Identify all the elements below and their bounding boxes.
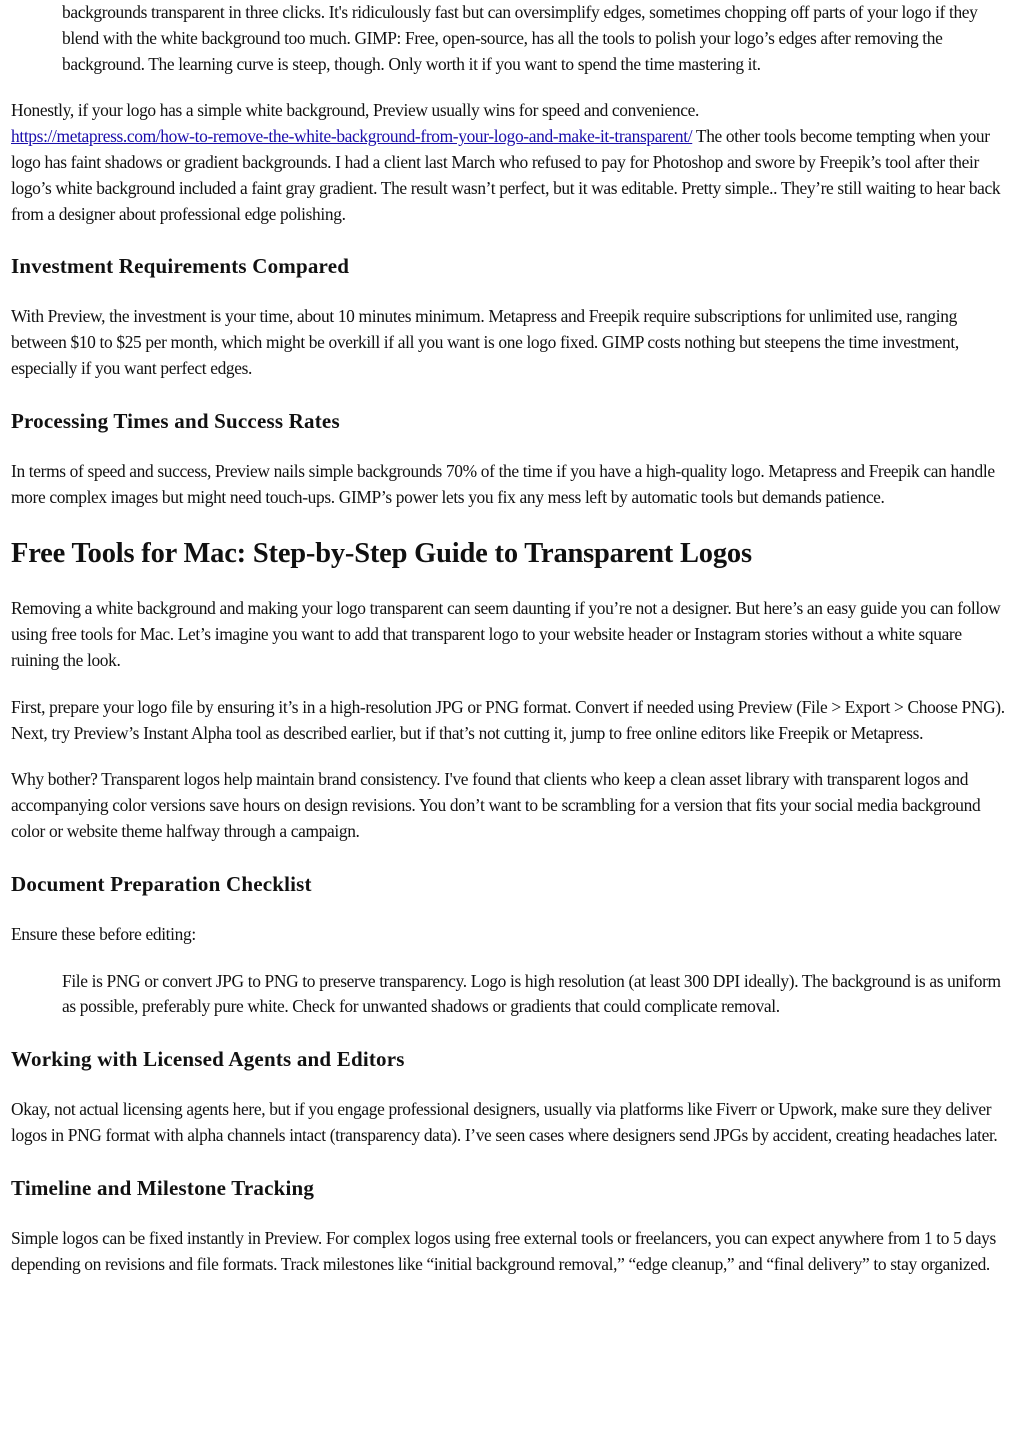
why-paragraph: Why bother? Transparent logos help maintain brand consistency. I've found that clients who keep a clean asset library with transparent logos and accompanying color versions save hours on design revisions. You don’t want to be scrambling for a version that fits your social media background color or website theme halfway through a campaign. <box>11 769 981 841</box>
heading-checklist: Document Preparation Checklist <box>11 871 312 896</box>
heading-free-tools: Free Tools for Mac: Step-by-Step Guide to Transparent Logos <box>11 538 752 570</box>
metapress-link[interactable]: https://metapress.com/how-to-remove-the-white-background-from-your-logo-and-make-it-transparent/ <box>11 126 693 147</box>
removing-paragraph: Removing a white background and making your logo transparent can seem daunting if you’re not a designer. But here’s an easy guide you can follow using free tools for Mac. Let’s imagine you want to add that transparent logo to your website header or Instagram stories without a white square ruining the look. <box>11 598 1001 670</box>
processing-paragraph: In terms of speed and success, Preview nails simple backgrounds 70% of the time if you have a high-quality logo. Metapress and Freepik can handle more complex images but might need touch-ups. GIMP’s power lets you fix any mess left by automatic tools but demands patience. <box>11 460 995 507</box>
checklist-items: File is PNG or convert JPG to PNG to preserve transparency. Logo is high resolution (at least 300 DPI ideally). The background is as uniform as possible, preferably pure white. Check for unwanted shadows or gradients that could complicate removal. <box>62 970 1001 1017</box>
honestly-paragraph <box>11 98 1013 227</box>
heading-processing: Processing Times and Success Rates <box>11 408 340 433</box>
agents-paragraph: Okay, not actual licensing agents here, but if you engage professional designers, usually via platforms like Fiverr or Upwork, make sure they deliver logos in PNG format with alpha channels intact (transparency data). I’ve seen cases where designers send JPGs by accident, creating headaches later. <box>11 1099 998 1145</box>
heading-timeline: Timeline and Milestone Tracking <box>11 1175 315 1200</box>
document-page <box>11 0 1013 1277</box>
first-paragraph: First, prepare your logo file by ensuring it’s in a high-resolution JPG or PNG format. Convert if needed using Preview (File > Export > Choose PNG). Next, try Preview’s Instant Alpha tool as described earlier, but if that’s not cutting it, jump to free online editors like Freepik or Metapress. <box>11 696 1005 743</box>
honestly-text: Honestly, if your logo has a simple white background, Preview usually wins for speed and convenience. <box>11 100 699 121</box>
honestly-text-continued: The other tools become tempting when your logo has faint shadows or gradient backgrounds. I had a client last March who refused to pay for Photoshop and swore by Freepik’s tool after their logo’s white background included a faint gray gradient. The result wasn’t perfect, but it was editable. Pretty simple.. They’re still waiting to hear back from a designer about professional edge polishing. <box>11 126 1001 224</box>
intro-continued-paragraph: backgrounds transparent in three clicks. It's ridiculously fast but can oversimplify edges, sometimes chopping off parts of your logo if they blend with the white background too much. GIMP: Free, open-source, has all the tools to polish your logo’s edges after removing the background. The learning curve is steep, though. Only worth it if you want to spend the time mastering it. <box>62 2 978 74</box>
heading-agents: Working with Licensed Agents and Editors <box>11 1047 405 1072</box>
investment-paragraph: With Preview, the investment is your time, about 10 minutes minimum. Metapress and Freepik require subscriptions for unlimited use, ranging between $10 to $25 per month, which might be overkill if all you want is one logo fixed. GIMP costs nothing but steepens the time investment, especially if you want perfect edges. <box>11 306 959 378</box>
timeline-paragraph: Simple logos can be fixed instantly in Preview. For complex logos using free external tools or freelancers, you can expect anywhere from 1 to 5 days depending on revisions and file formats. Track milestones like “initial background removal,” “edge cleanup,” and “final delivery” to stay organized. <box>11 1227 996 1274</box>
ensure-paragraph: Ensure these before editing: <box>11 923 196 944</box>
heading-investment: Investment Requirements Compared <box>11 254 350 279</box>
